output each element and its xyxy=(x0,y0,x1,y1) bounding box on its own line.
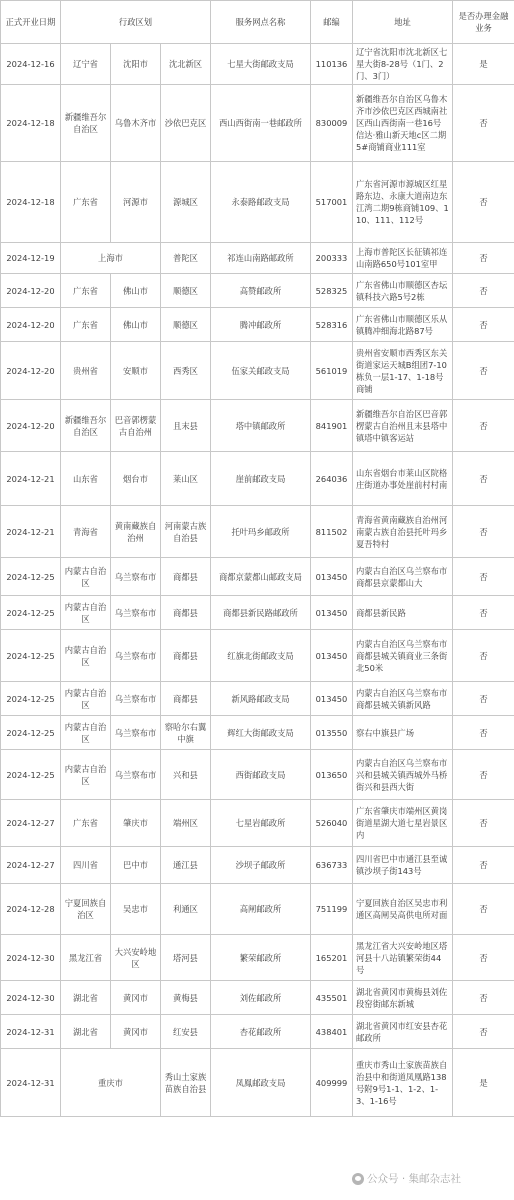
header-postcode: 邮编 xyxy=(311,1,353,44)
table-row xyxy=(1,162,514,243)
cell-financial-service: 是 xyxy=(453,44,514,85)
header-open-date: 正式开业日期 xyxy=(1,1,61,44)
cell-district: 商都县 xyxy=(161,558,211,596)
cell-outlet-name: 沙坝子邮政所 xyxy=(211,847,311,884)
cell-district: 通江县 xyxy=(161,847,211,884)
cell-postcode: 561019 xyxy=(311,342,353,400)
cell-financial-service: 否 xyxy=(453,750,514,800)
header-admin-division: 行政区划 xyxy=(61,1,211,44)
cell-address: 广东省肇庆市端州区黄岗街道星湖大道七星岩景区内 xyxy=(353,800,453,847)
header-financial-service: 是否办理金融业务 xyxy=(453,1,514,44)
cell-outlet-name: 七星大街邮政支局 xyxy=(211,44,311,85)
table-row xyxy=(1,243,514,274)
cell-postcode: 811502 xyxy=(311,506,353,558)
cell-open-date: 2024-12-25 xyxy=(1,630,61,682)
cell-postcode: 013450 xyxy=(311,596,353,630)
cell-open-date: 2024-12-25 xyxy=(1,596,61,630)
cell-postcode: 528325 xyxy=(311,274,353,308)
cell-open-date: 2024-12-21 xyxy=(1,506,61,558)
cell-province: 宁夏回族自治区 xyxy=(61,884,111,935)
cell-province: 青海省 xyxy=(61,506,111,558)
cell-city: 大兴安岭地区 xyxy=(111,935,161,981)
cell-district: 兴和县 xyxy=(161,750,211,800)
cell-open-date: 2024-12-27 xyxy=(1,847,61,884)
cell-city: 乌兰察布市 xyxy=(111,596,161,630)
cell-open-date: 2024-12-18 xyxy=(1,162,61,243)
cell-city: 乌兰察布市 xyxy=(111,716,161,750)
cell-province: 广东省 xyxy=(61,308,111,342)
cell-address: 湖北省黄冈市黄梅县刘佐段窑街邮东新城 xyxy=(353,981,453,1015)
cell-financial-service: 否 xyxy=(453,243,514,274)
watermark xyxy=(352,1171,461,1186)
cell-city: 黄冈市 xyxy=(111,981,161,1015)
cell-outlet-name: 繁荣邮政所 xyxy=(211,935,311,981)
cell-province: 广东省 xyxy=(61,800,111,847)
table-row xyxy=(1,935,514,981)
cell-address: 内蒙古自治区乌兰察布市商都县京蒙都山大 xyxy=(353,558,453,596)
cell-province: 贵州省 xyxy=(61,342,111,400)
cell-address: 上海市普陀区长征镇祁连山南路650号101室甲 xyxy=(353,243,453,274)
cell-district: 莱山区 xyxy=(161,452,211,506)
cell-financial-service: 是 xyxy=(453,1049,514,1117)
cell-city: 吴忠市 xyxy=(111,884,161,935)
cell-open-date: 2024-12-20 xyxy=(1,342,61,400)
table-body xyxy=(1,44,514,1117)
cell-open-date: 2024-12-20 xyxy=(1,274,61,308)
cell-financial-service: 否 xyxy=(453,682,514,716)
table-row xyxy=(1,750,514,800)
cell-district: 西秀区 xyxy=(161,342,211,400)
cell-outlet-name: 刘佐邮政所 xyxy=(211,981,311,1015)
table-row xyxy=(1,1049,514,1117)
cell-outlet-name: 腾冲邮政所 xyxy=(211,308,311,342)
cell-district: 红安县 xyxy=(161,1015,211,1049)
cell-postcode: 528316 xyxy=(311,308,353,342)
table-row xyxy=(1,506,514,558)
cell-open-date: 2024-12-20 xyxy=(1,308,61,342)
cell-postcode: 013450 xyxy=(311,558,353,596)
cell-address: 辽宁省沈阳市沈北新区七星大街8-28号（1门、2门、3门） xyxy=(353,44,453,85)
cell-open-date: 2024-12-18 xyxy=(1,85,61,162)
cell-open-date: 2024-12-25 xyxy=(1,750,61,800)
cell-financial-service: 否 xyxy=(453,716,514,750)
cell-postcode: 013450 xyxy=(311,682,353,716)
cell-postcode: 013650 xyxy=(311,750,353,800)
cell-city: 沈阳市 xyxy=(111,44,161,85)
cell-financial-service: 否 xyxy=(453,1015,514,1049)
table-row xyxy=(1,308,514,342)
cell-province: 广东省 xyxy=(61,162,111,243)
cell-outlet-name: 西街邮政支局 xyxy=(211,750,311,800)
table-header-row xyxy=(1,1,514,44)
cell-province: 内蒙古自治区 xyxy=(61,716,111,750)
cell-address: 商都县新民路 xyxy=(353,596,453,630)
cell-province: 山东省 xyxy=(61,452,111,506)
wechat-icon xyxy=(352,1173,364,1185)
cell-district: 沈北新区 xyxy=(161,44,211,85)
cell-financial-service: 否 xyxy=(453,274,514,308)
cell-financial-service: 否 xyxy=(453,800,514,847)
cell-open-date: 2024-12-30 xyxy=(1,935,61,981)
cell-outlet-name: 崖前邮政支局 xyxy=(211,452,311,506)
cell-outlet-name: 红旗北街邮政支局 xyxy=(211,630,311,682)
cell-district: 端州区 xyxy=(161,800,211,847)
cell-financial-service: 否 xyxy=(453,506,514,558)
cell-city: 乌兰察布市 xyxy=(111,558,161,596)
cell-district: 沙依巴克区 xyxy=(161,85,211,162)
cell-outlet-name: 高闸邮政所 xyxy=(211,884,311,935)
cell-city: 河源市 xyxy=(111,162,161,243)
cell-outlet-name: 辉红大街邮政支局 xyxy=(211,716,311,750)
cell-province: 内蒙古自治区 xyxy=(61,682,111,716)
table-row xyxy=(1,85,514,162)
cell-province: 湖北省 xyxy=(61,981,111,1015)
cell-province: 上海市 xyxy=(61,243,161,274)
cell-postcode: 200333 xyxy=(311,243,353,274)
table-row xyxy=(1,682,514,716)
cell-city: 乌兰察布市 xyxy=(111,630,161,682)
cell-city: 安顺市 xyxy=(111,342,161,400)
cell-city: 佛山市 xyxy=(111,308,161,342)
cell-province: 内蒙古自治区 xyxy=(61,596,111,630)
cell-address: 青海省黄南藏族自治州河南蒙古族自治县托叶玛乡夏吾特村 xyxy=(353,506,453,558)
table-row xyxy=(1,1015,514,1049)
table-row xyxy=(1,884,514,935)
cell-district: 顺德区 xyxy=(161,308,211,342)
cell-district: 商都县 xyxy=(161,630,211,682)
cell-financial-service: 否 xyxy=(453,935,514,981)
cell-address: 重庆市秀山土家族苗族自治县中和街道凤凰路138号附9号1-1、1-2、1-3、1-16号 xyxy=(353,1049,453,1117)
cell-city: 乌兰察布市 xyxy=(111,682,161,716)
cell-outlet-name: 商都京蒙都山邮政支局 xyxy=(211,558,311,596)
cell-outlet-name: 祁连山南路邮政所 xyxy=(211,243,311,274)
table-row xyxy=(1,981,514,1015)
cell-address: 山东省烟台市莱山区院格庄街道办事处崖前村村南 xyxy=(353,452,453,506)
table-row xyxy=(1,44,514,85)
header-address: 地址 xyxy=(353,1,453,44)
cell-open-date: 2024-12-20 xyxy=(1,400,61,452)
cell-address: 四川省巴中市通江县至诚镇沙坝子街143号 xyxy=(353,847,453,884)
table-row xyxy=(1,800,514,847)
cell-city: 佛山市 xyxy=(111,274,161,308)
cell-outlet-name: 西山西街南一巷邮政所 xyxy=(211,85,311,162)
cell-outlet-name: 托叶玛乡邮政所 xyxy=(211,506,311,558)
table-row xyxy=(1,847,514,884)
cell-open-date: 2024-12-25 xyxy=(1,682,61,716)
cell-address: 新疆维吾尔自治区巴音郭楞蒙古自治州且末县塔中镇塔中镇客运站 xyxy=(353,400,453,452)
cell-province: 四川省 xyxy=(61,847,111,884)
cell-financial-service: 否 xyxy=(453,847,514,884)
cell-district: 源城区 xyxy=(161,162,211,243)
cell-outlet-name: 高赞邮政所 xyxy=(211,274,311,308)
cell-city: 肇庆市 xyxy=(111,800,161,847)
cell-financial-service: 否 xyxy=(453,981,514,1015)
cell-province: 内蒙古自治区 xyxy=(61,630,111,682)
cell-open-date: 2024-12-31 xyxy=(1,1049,61,1117)
cell-financial-service: 否 xyxy=(453,630,514,682)
table-row xyxy=(1,558,514,596)
cell-province: 辽宁省 xyxy=(61,44,111,85)
cell-financial-service: 否 xyxy=(453,162,514,243)
cell-address: 湖北省黄冈市红安县杏花邮政所 xyxy=(353,1015,453,1049)
cell-province: 重庆市 xyxy=(61,1049,161,1117)
cell-financial-service: 否 xyxy=(453,452,514,506)
cell-postcode: 517001 xyxy=(311,162,353,243)
table-row xyxy=(1,400,514,452)
cell-postcode: 526040 xyxy=(311,800,353,847)
cell-district: 秀山土家族苗族自治县 xyxy=(161,1049,211,1117)
cell-address: 广东省河源市源城区红星路东边、永康大道南边东江湾二期9栋商铺109、110、111、112号 xyxy=(353,162,453,243)
cell-province: 内蒙古自治区 xyxy=(61,558,111,596)
cell-open-date: 2024-12-25 xyxy=(1,716,61,750)
cell-province: 内蒙古自治区 xyxy=(61,750,111,800)
cell-open-date: 2024-12-21 xyxy=(1,452,61,506)
table-row xyxy=(1,274,514,308)
cell-city: 巴中市 xyxy=(111,847,161,884)
cell-outlet-name: 永泰路邮政支局 xyxy=(211,162,311,243)
cell-address: 新疆维吾尔自治区乌鲁木齐市沙依巴克区西城南社区西山西街南一巷16号信达·雅山新天地c区二期5#商铺商业111室 xyxy=(353,85,453,162)
header-outlet-name: 服务网点名称 xyxy=(211,1,311,44)
cell-outlet-name: 伍家关邮政支局 xyxy=(211,342,311,400)
cell-city: 黄南藏族自治州 xyxy=(111,506,161,558)
cell-outlet-name: 七星岩邮政所 xyxy=(211,800,311,847)
cell-outlet-name: 塔中镇邮政所 xyxy=(211,400,311,452)
cell-financial-service: 否 xyxy=(453,308,514,342)
watermark-text: 公众号 · 集邮杂志社 xyxy=(367,1173,462,1185)
cell-outlet-name: 商都县新民路邮政所 xyxy=(211,596,311,630)
cell-city: 乌鲁木齐市 xyxy=(111,85,161,162)
cell-province: 湖北省 xyxy=(61,1015,111,1049)
cell-postcode: 841901 xyxy=(311,400,353,452)
cell-address: 察右中旗县广场 xyxy=(353,716,453,750)
cell-postcode: 409999 xyxy=(311,1049,353,1117)
cell-postcode: 013450 xyxy=(311,630,353,682)
cell-province: 新疆维吾尔自治区 xyxy=(61,400,111,452)
table-row xyxy=(1,342,514,400)
cell-outlet-name: 凤鳯邮政支局 xyxy=(211,1049,311,1117)
cell-district: 顺德区 xyxy=(161,274,211,308)
cell-open-date: 2024-12-31 xyxy=(1,1015,61,1049)
cell-outlet-name: 新风路邮政支局 xyxy=(211,682,311,716)
cell-open-date: 2024-12-27 xyxy=(1,800,61,847)
cell-postcode: 438401 xyxy=(311,1015,353,1049)
cell-postcode: 751199 xyxy=(311,884,353,935)
cell-province: 新疆维吾尔自治区 xyxy=(61,85,111,162)
table-row xyxy=(1,452,514,506)
cell-address: 宁夏回族自治区吴忠市利通区高闸吴高供电所对面 xyxy=(353,884,453,935)
cell-postcode: 013550 xyxy=(311,716,353,750)
cell-address: 广东省佛山市顺德区杏坛镇科技六路5号2栋 xyxy=(353,274,453,308)
cell-postcode: 636733 xyxy=(311,847,353,884)
cell-open-date: 2024-12-30 xyxy=(1,981,61,1015)
cell-province: 黑龙江省 xyxy=(61,935,111,981)
cell-postcode: 165201 xyxy=(311,935,353,981)
cell-address: 内蒙古自治区乌兰察布市商都县城关镇新风路 xyxy=(353,682,453,716)
cell-financial-service: 否 xyxy=(453,558,514,596)
cell-postcode: 264036 xyxy=(311,452,353,506)
cell-province: 广东省 xyxy=(61,274,111,308)
cell-district: 普陀区 xyxy=(161,243,211,274)
cell-open-date: 2024-12-25 xyxy=(1,558,61,596)
cell-city: 烟台市 xyxy=(111,452,161,506)
cell-district: 黄梅县 xyxy=(161,981,211,1015)
cell-district: 察哈尔右翼中旗 xyxy=(161,716,211,750)
cell-open-date: 2024-12-16 xyxy=(1,44,61,85)
cell-city: 黄冈市 xyxy=(111,1015,161,1049)
cell-district: 商都县 xyxy=(161,596,211,630)
cell-financial-service: 否 xyxy=(453,596,514,630)
cell-postcode: 830009 xyxy=(311,85,353,162)
cell-open-date: 2024-12-19 xyxy=(1,243,61,274)
cell-financial-service: 否 xyxy=(453,884,514,935)
cell-district: 商都县 xyxy=(161,682,211,716)
cell-address: 贵州省安顺市西秀区东关街道家运天城B组团7-10栋负一层1-17、1-18号商铺 xyxy=(353,342,453,400)
cell-city: 乌兰察布市 xyxy=(111,750,161,800)
cell-address: 黑龙江省大兴安岭地区塔河县十八站镇繁荣街44号 xyxy=(353,935,453,981)
cell-postcode: 110136 xyxy=(311,44,353,85)
cell-city: 巴音郭楞蒙古自治州 xyxy=(111,400,161,452)
table-row xyxy=(1,630,514,682)
cell-address: 广东省佛山市顺德区乐从镇腾冲细海北路87号 xyxy=(353,308,453,342)
cell-address: 内蒙古自治区乌兰察布市商都县城关镇商业三条街北50米 xyxy=(353,630,453,682)
cell-postcode: 435501 xyxy=(311,981,353,1015)
cell-financial-service: 否 xyxy=(453,400,514,452)
cell-district: 塔河县 xyxy=(161,935,211,981)
cell-district: 且末县 xyxy=(161,400,211,452)
cell-outlet-name: 杏花邮政所 xyxy=(211,1015,311,1049)
cell-financial-service: 否 xyxy=(453,342,514,400)
table-row xyxy=(1,596,514,630)
cell-district: 河南蒙古族自治县 xyxy=(161,506,211,558)
cell-financial-service: 否 xyxy=(453,85,514,162)
cell-open-date: 2024-12-28 xyxy=(1,884,61,935)
table-row xyxy=(1,716,514,750)
cell-district: 利通区 xyxy=(161,884,211,935)
cell-address: 内蒙古自治区乌兰察布市兴和县城关镇西城外马桥街兴和县西大街 xyxy=(353,750,453,800)
